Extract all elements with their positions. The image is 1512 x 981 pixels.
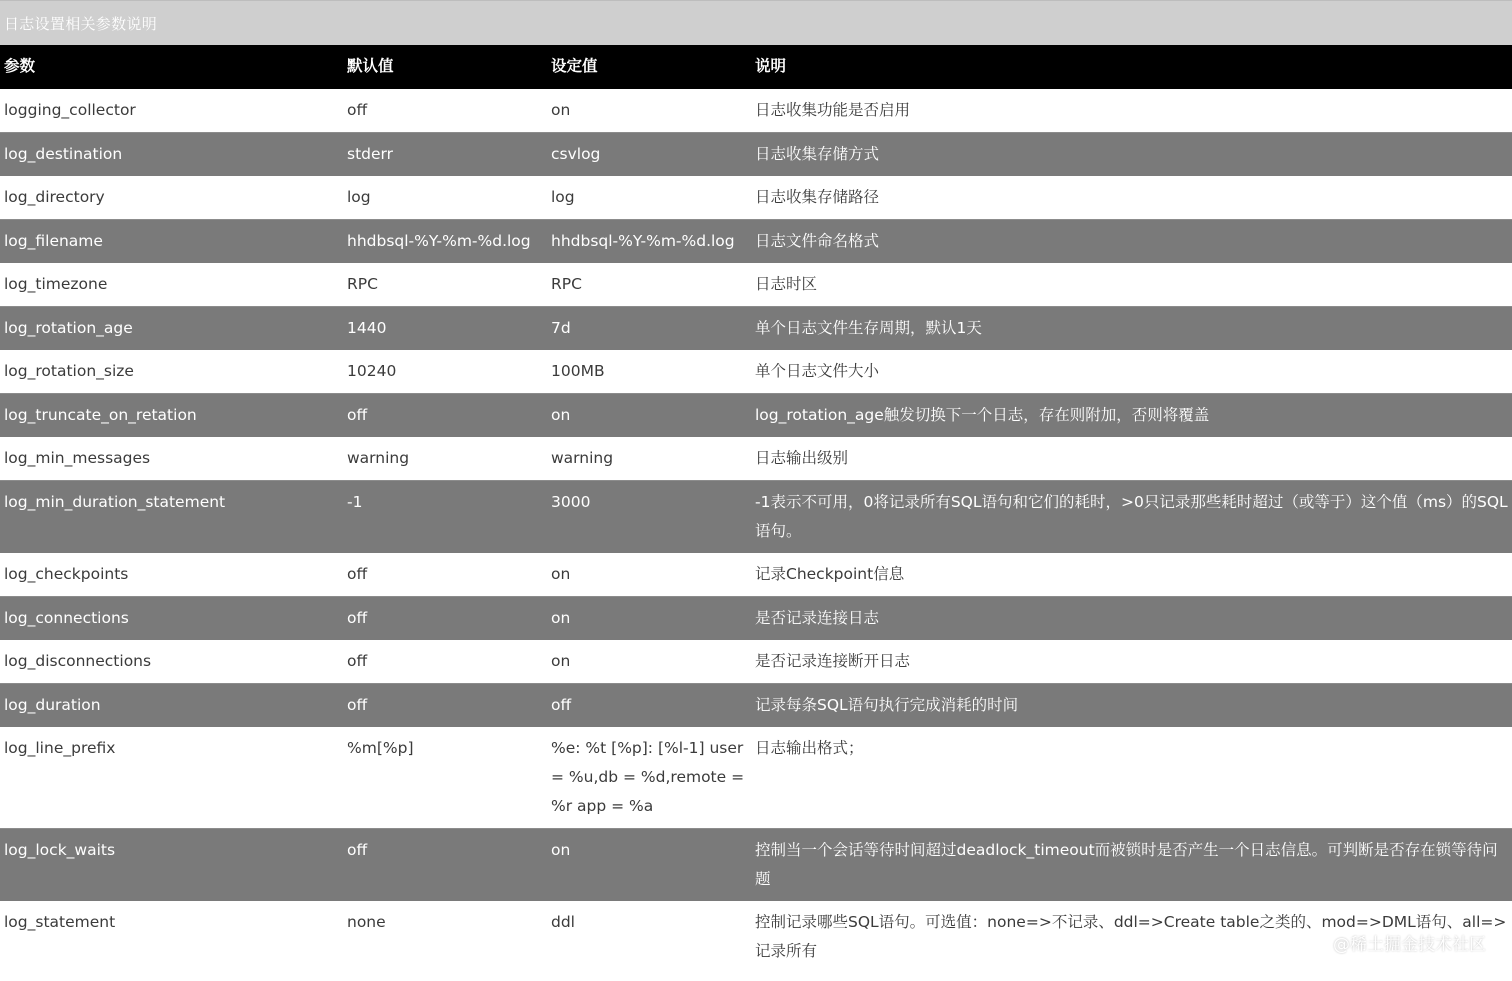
cell-set: 100MB [551,362,605,380]
header-set: 设定值 [551,57,598,75]
cell-param: log_truncate_on_retation [0,394,343,438]
cell-desc: 记录每条SQL语句执行完成消耗的时间 [751,684,1512,728]
table-row [0,394,1512,438]
cell-param: log_timezone [4,275,108,293]
header-row [0,45,1512,89]
cell-set: hhdbsql-%Y-%m-%d.log [547,220,751,264]
table-row [0,89,1512,133]
table-row [0,727,1512,829]
table-row [0,263,1512,307]
cell-set: log [551,188,575,206]
table-row [0,350,1512,394]
cell-set: RPC [551,275,582,293]
cell-desc: 日志时区 [755,275,818,293]
table-title: 日志设置相关参数说明 [0,0,1512,45]
cell-set: 7d [547,307,751,351]
cell-param: log_line_prefix [4,739,116,757]
cell-param: log_disconnections [4,652,152,670]
header-param: 参数 [4,57,36,75]
cell-default: log [347,188,371,206]
cell-set: on [551,565,571,583]
cell-desc: log_rotation_age触发切换下一个日志，存在则附加，否则将覆盖 [751,394,1512,438]
cell-param: log_checkpoints [4,565,129,583]
table-row [0,553,1512,597]
cell-default: off [343,597,547,641]
cell-default: warning [347,449,410,467]
table-row [0,901,1512,973]
cell-param: log_directory [4,188,105,206]
cell-set: off [547,684,751,728]
table-row [0,220,1512,264]
cell-desc: 是否记录连接断开日志 [755,652,911,670]
cell-set: on [547,597,751,641]
table-row [0,437,1512,481]
cell-set: on [547,394,751,438]
cell-default: none [347,913,386,931]
cell-default: off [347,652,368,670]
cell-param: log_lock_waits [0,829,343,902]
cell-default: hhdbsql-%Y-%m-%d.log [343,220,547,264]
cell-param: log_destination [0,133,343,177]
cell-desc: 控制记录哪些SQL语句。可选值：none=>不记录、ddl=>Create table之类的、mod=>DML语句、all=>记录所有 [755,913,1507,960]
cell-desc: 日志收集功能是否启用 [755,101,911,119]
cell-desc: 日志收集存储方式 [751,133,1512,177]
table-row [0,176,1512,220]
cell-set: on [551,652,571,670]
cell-desc: 日志输出格式； [755,739,864,757]
cell-desc: 控制当一个会话等待时间超过deadlock_timeout而被锁时是否产生一个日志信息。可判断是否存在锁等待问题 [751,829,1512,902]
cell-set: warning [551,449,614,467]
cell-param: log_min_messages [4,449,151,467]
cell-desc: 记录Checkpoint信息 [755,565,905,583]
table-row [0,829,1512,902]
table-row [0,597,1512,641]
cell-param: log_connections [0,597,343,641]
parameter-table [0,45,1512,973]
cell-default: stderr [343,133,547,177]
cell-default: 10240 [347,362,397,380]
cell-desc: 单个日志文件生存周期，默认1天 [751,307,1512,351]
cell-param: log_filename [0,220,343,264]
cell-param: log_rotation_size [4,362,134,380]
header-default: 默认值 [347,57,394,75]
cell-desc: 日志收集存储路径 [755,188,880,206]
cell-set: csvlog [547,133,751,177]
cell-default: off [347,565,368,583]
cell-param: log_duration [0,684,343,728]
cell-default: -1 [343,481,547,554]
cell-default: off [343,684,547,728]
cell-default: RPC [347,275,378,293]
cell-default: off [343,394,547,438]
cell-set: %e: %t [%p]: [%l-1] user = %u,db = %d,remote = %r app = %a [551,739,745,815]
table-row [0,481,1512,554]
table-row [0,640,1512,684]
cell-desc: 日志输出级别 [755,449,849,467]
header-desc: 说明 [755,57,787,75]
cell-default: %m[%p] [347,739,414,757]
cell-param: log_min_duration_statement [0,481,343,554]
table-row [0,307,1512,351]
cell-desc: 是否记录连接日志 [751,597,1512,641]
cell-param: log_rotation_age [0,307,343,351]
cell-desc: 单个日志文件大小 [755,362,880,380]
cell-desc: -1表示不可用，0将记录所有SQL语句和它们的耗时，>0只记录那些耗时超过（或等于）这个值（ms）的SQL语句。 [751,481,1512,554]
cell-default: 1440 [343,307,547,351]
cell-set: ddl [551,913,575,931]
cell-param: logging_collector [4,101,136,119]
cell-set: on [551,101,571,119]
cell-default: off [343,829,547,902]
cell-set: 3000 [547,481,751,554]
cell-param: log_statement [4,913,116,931]
table-row [0,133,1512,177]
cell-set: on [547,829,751,902]
watermark: @稀土掘金技术社区 [1333,935,1486,955]
cell-desc: 日志文件命名格式 [751,220,1512,264]
cell-default: off [347,101,368,119]
table-row [0,684,1512,728]
